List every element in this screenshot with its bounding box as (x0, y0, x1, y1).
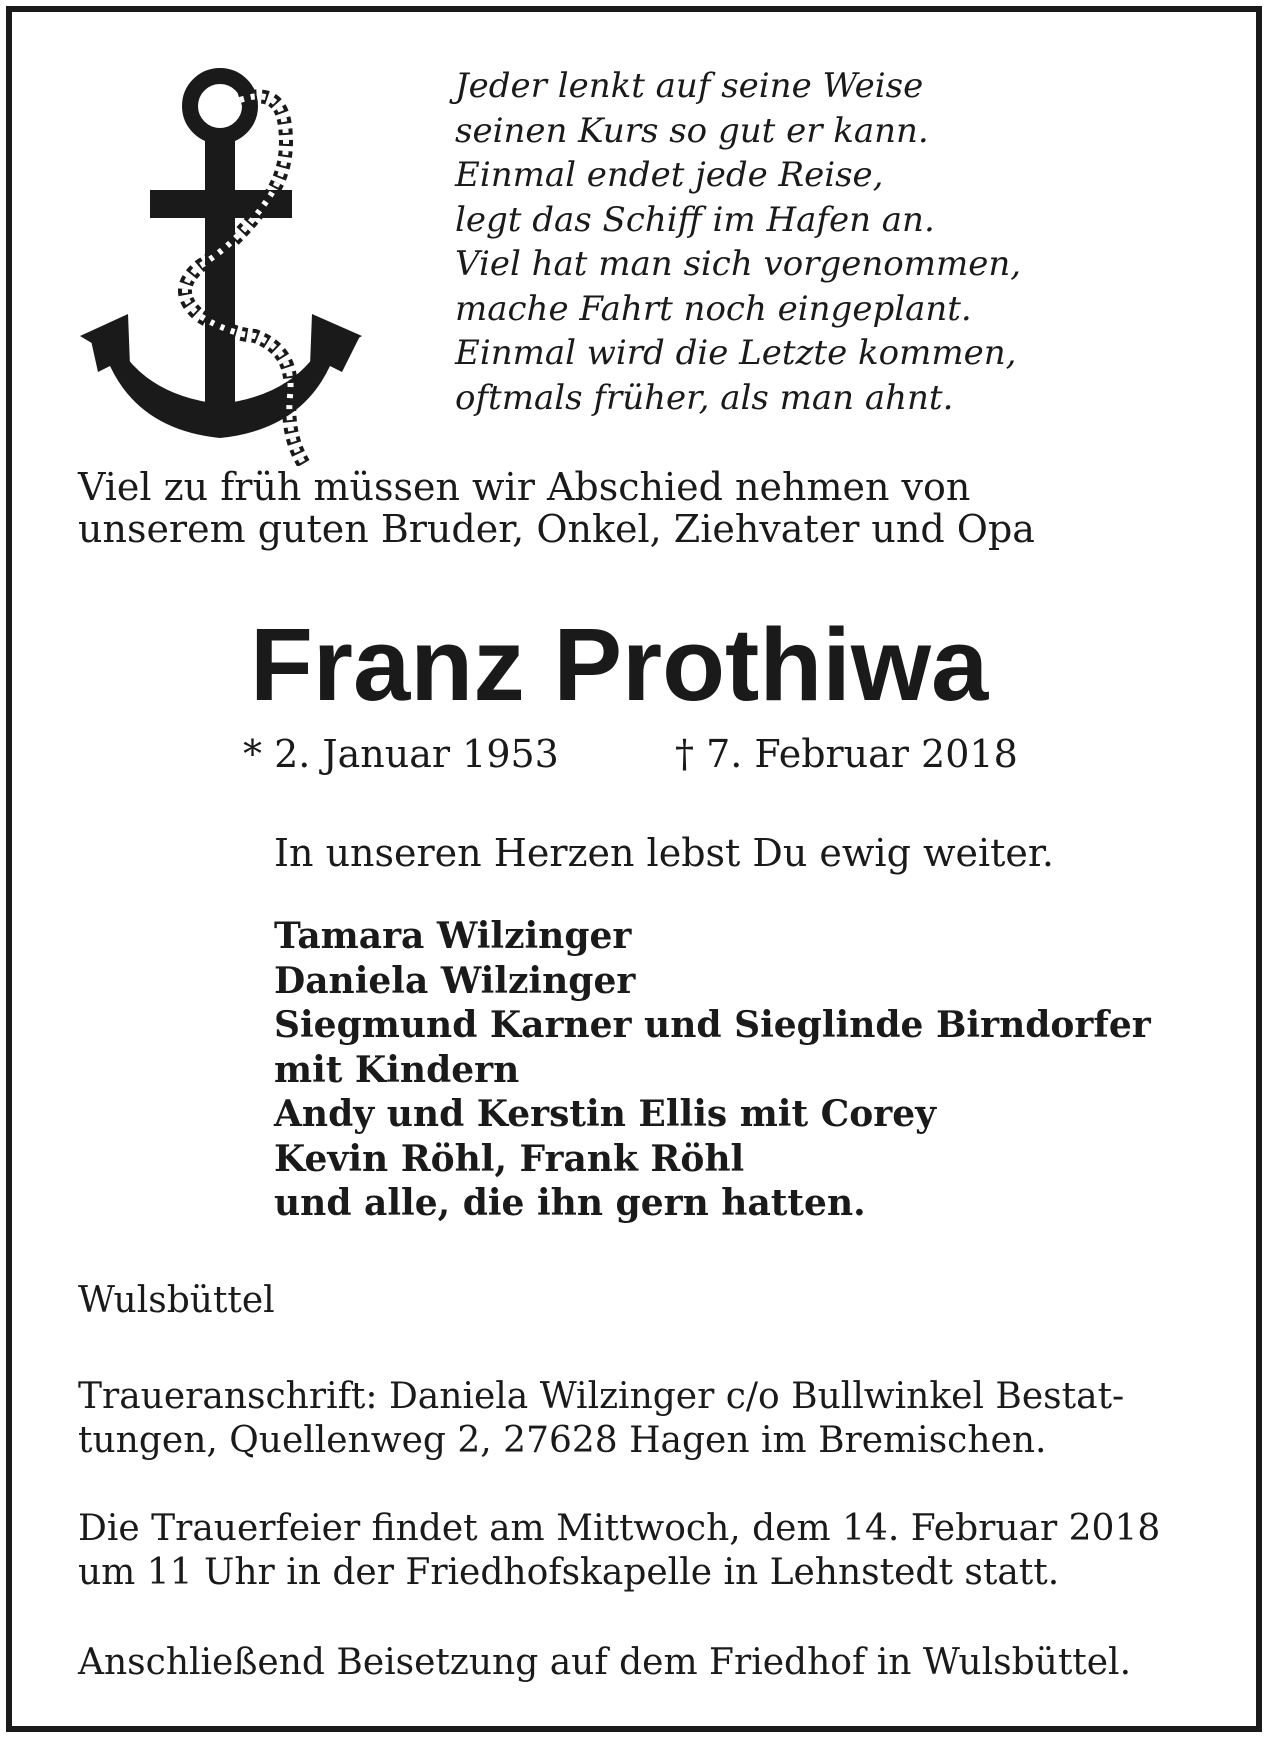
mourner-line: und alle, die ihn gern hatten. (274, 1182, 866, 1224)
mourner-line: Siegmund Karner und Sieglinde Birndorfer (274, 1004, 1151, 1046)
address-line: tungen, Quellenweg 2, 27628 Hagen im Bremischen. (78, 1420, 1047, 1461)
death-date: † 7. Februar 2018 (675, 732, 1018, 776)
poem-line: Einmal wird die Letzte kommen, (455, 333, 1017, 373)
poem-line: Jeder lenkt auf seine Weise (455, 66, 924, 106)
poem-line: seinen Kurs so gut er kann. (455, 110, 929, 151)
mourner-line: Daniela Wilzinger (274, 959, 636, 1002)
poem-line: legt das Schiff im Hafen an. (455, 199, 935, 240)
anchor-icon (80, 66, 370, 466)
ceremony-line: Die Trauerfeier findet am Mittwoch, dem 14. Februar 2018 (78, 1508, 1161, 1549)
memorial-motto: In unseren Herzen lebst Du ewig weiter. (274, 831, 1054, 875)
intro-line: unserem guten Bruder, Onkel, Ziehvater und Opa (78, 507, 1035, 551)
poem-line: mache Fahrt noch eingeplant. (455, 288, 972, 329)
funeral-ceremony-info (78, 1507, 1160, 1595)
mourning-address (78, 1375, 1124, 1463)
poem (455, 64, 1215, 420)
mourners-list (274, 914, 1151, 1226)
mourner-line: Andy und Kerstin Ellis mit Corey (274, 1093, 937, 1135)
ceremony-line: um 11 Uhr in der Friedhofskapelle in Lehnstedt statt. (78, 1552, 1060, 1593)
mourner-line: Tamara Wilzinger (274, 915, 632, 957)
birth-date: * 2. Januar 1953 (243, 732, 559, 776)
poem-line: oftmals früher, als man ahnt. (455, 377, 954, 418)
address-line: Traueranschrift: Daniela Wilzinger c/o Bullwinkel Bestat- (78, 1376, 1125, 1417)
intro-line: Viel zu früh müssen wir Abschied nehmen von (78, 465, 971, 509)
poem-line: Einmal endet jede Reise, (455, 155, 884, 195)
intro-text (78, 466, 1035, 550)
mourner-line: mit Kindern (274, 1048, 520, 1091)
burial-info: Anschließend Beisetzung auf dem Friedhof in Wulsbüttel. (78, 1642, 1132, 1683)
deceased-name: Franz Prothiwa (250, 607, 989, 722)
poem-line: Viel hat man sich vorgenommen, (455, 244, 1022, 284)
mourner-line: Kevin Röhl, Frank Röhl (274, 1137, 745, 1180)
place-name: Wulsbüttel (78, 1280, 275, 1321)
